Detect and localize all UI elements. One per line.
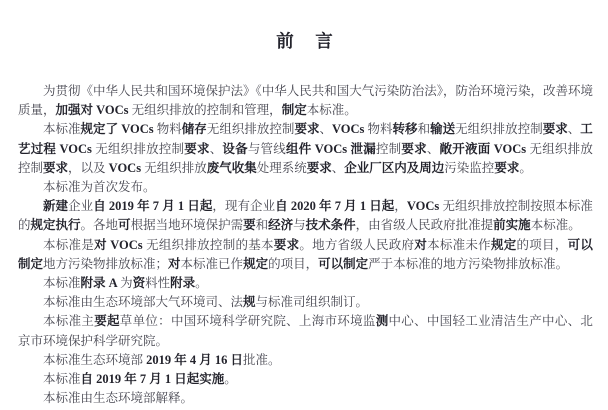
- foreword-paragraph: [18, 178, 593, 197]
- bold-text-segment: 规: [243, 295, 256, 310]
- bold-text-segment: 要求: [494, 160, 520, 175]
- bold-text-segment: 可以制定: [18, 237, 593, 271]
- text-segment: 根据当地环境保护需: [130, 218, 244, 233]
- text-segment: 本标准生态环境部: [43, 352, 147, 367]
- foreword-paragraph: [18, 197, 593, 235]
- text-segment: ，现有企业: [212, 199, 276, 214]
- bold-text-segment: 要求: [184, 141, 210, 156]
- foreword-paragraph: [18, 274, 593, 293]
- text-segment: 严于本标准的地方污染物排放标准。: [368, 256, 569, 271]
- text-segment: 、: [426, 141, 440, 156]
- text-segment: 本标准未作: [427, 237, 491, 252]
- bold-text-segment: 要: [243, 218, 256, 233]
- text-segment: 处理系统: [256, 160, 307, 175]
- text-segment: 与标准司组织制订。: [255, 295, 369, 310]
- text-segment: 本标准: [43, 122, 81, 137]
- bold-text-segment: 输送: [430, 122, 456, 137]
- bold-text-segment: 测: [375, 314, 389, 329]
- bold-text-segment: 要求: [542, 122, 568, 137]
- bold-text-segment: 资: [132, 276, 146, 291]
- text-segment: ，由省级人民政府批准提: [355, 218, 494, 233]
- bold-text-segment: 规定: [243, 256, 269, 271]
- foreword-paragraph: [18, 293, 593, 312]
- text-segment: 本标准: [43, 276, 81, 291]
- bold-text-segment: 规定执行: [30, 218, 81, 233]
- text-segment: 地方污染物排放标准；: [43, 256, 169, 271]
- bold-text-segment: 附录: [170, 276, 196, 291]
- text-segment: ，: [394, 199, 407, 214]
- text-segment: 无组织排放控制: [95, 141, 185, 156]
- bold-text-segment: 加强对 VOCs: [55, 103, 132, 118]
- text-segment: 本标准。: [306, 103, 357, 118]
- bold-text-segment: 要求: [273, 237, 300, 252]
- text-segment: 本标准是: [43, 237, 95, 252]
- bold-text-segment: 企业厂区内及周边: [344, 160, 445, 175]
- foreword-paragraph: [18, 82, 593, 120]
- text-segment: 。地方省级人民政府: [299, 237, 415, 252]
- bold-text-segment: 自 2020 年 7 月 1 日起: [275, 199, 395, 214]
- text-segment: 料性: [145, 276, 171, 291]
- page-title: 前 言: [276, 31, 335, 51]
- text-segment: 无组织排放控制的基本: [146, 237, 274, 252]
- foreword-paragraph: [18, 351, 593, 370]
- bold-text-segment: 前实施: [493, 218, 531, 233]
- bold-text-segment: 转移: [392, 122, 418, 137]
- foreword-paragraph: [18, 236, 593, 274]
- text-segment: 本标准。: [530, 218, 581, 233]
- text-segment: ，以及: [68, 160, 109, 175]
- bold-text-segment: 经济: [268, 218, 294, 233]
- text-segment: 无组织排: [529, 141, 581, 156]
- text-segment: 。各地: [80, 218, 119, 233]
- text-segment: 控制: [375, 141, 402, 156]
- bold-text-segment: 要起: [94, 314, 120, 329]
- text-segment: 本标准由生态环境部解释。: [43, 391, 194, 406]
- bold-text-segment: 附录 A: [80, 276, 121, 291]
- bold-text-segment: 废气收集: [206, 160, 257, 175]
- text-segment: 草单位：中国环境科学研究院、上海市环境监: [119, 314, 376, 329]
- bold-text-segment: VOCs: [331, 122, 368, 137]
- text-segment: 。: [224, 372, 237, 387]
- text-segment: 本标准主: [43, 314, 95, 329]
- foreword-paragraph: [18, 312, 593, 350]
- text-segment: 。: [195, 276, 208, 291]
- text-segment: 的项目，: [516, 237, 568, 252]
- text-segment: 和: [255, 218, 269, 233]
- text-segment: 与管线: [247, 141, 286, 156]
- bold-text-segment: 技术条件: [305, 218, 356, 233]
- bold-text-segment: 可以制定: [318, 256, 369, 271]
- text-segment: 本标准已作: [180, 256, 244, 271]
- bold-text-segment: 敞开液面 VOCs: [439, 141, 530, 156]
- foreword-paragraph: [18, 389, 593, 408]
- bold-text-segment: 2019 年 4 月 16 日: [146, 352, 244, 367]
- text-segment: 批准。: [243, 352, 281, 367]
- foreword-paragraph: [18, 120, 593, 178]
- text-segment: 无组织排放: [144, 160, 207, 175]
- bold-text-segment: 规定: [490, 237, 517, 252]
- foreword-body: [18, 82, 593, 408]
- text-segment: 的项目，: [268, 256, 319, 271]
- bold-text-segment: VOCs: [406, 199, 443, 214]
- bold-text-segment: 要求: [294, 122, 320, 137]
- bold-text-segment: 储存: [181, 122, 207, 137]
- text-segment: 、: [331, 160, 345, 175]
- bold-text-segment: 组件 VOCs 泄漏: [286, 141, 376, 156]
- text-segment: 无组织排放的控制和管理，: [131, 103, 282, 118]
- bold-text-segment: 设备: [222, 141, 248, 156]
- foreword-paragraph: [18, 370, 593, 389]
- text-segment: 为贯彻《中华人民共和国环境保护法》《中华人民共和国大气污染防治法》，防治环境污染，改善环境质量，: [18, 84, 594, 118]
- text-segment: 物料: [367, 122, 393, 137]
- text-segment: 本标准为首次发布。: [43, 180, 156, 195]
- bold-text-segment: 要求: [306, 160, 332, 175]
- text-segment: 。: [519, 160, 532, 175]
- bold-text-segment: 规定了 VOCs: [80, 122, 157, 137]
- bold-text-segment: 自 2019 年 7 月 1 日起实施: [80, 372, 225, 387]
- text-segment: 和: [417, 122, 431, 137]
- text-segment: 物料: [156, 122, 182, 137]
- bold-text-segment: 自 2019 年 7 月 1 日起: [93, 199, 213, 214]
- bold-text-segment: 对: [414, 237, 428, 252]
- text-segment: 无组织排放控制按照本标准的: [18, 199, 593, 233]
- text-segment: 中心、中国轻工业清洁生产中心、北京市环境保护科学研究院。: [18, 314, 593, 348]
- bold-text-segment: VOCs: [108, 160, 145, 175]
- text-segment: 污染监控: [444, 160, 495, 175]
- text-segment: 为: [120, 276, 133, 291]
- text-segment: 、: [567, 122, 581, 137]
- bold-text-segment: 制定: [281, 103, 307, 118]
- bold-text-segment: 要求: [43, 160, 69, 175]
- text-segment: 无组织排放控制: [206, 122, 295, 137]
- text-segment: 与: [293, 218, 306, 233]
- text-segment: 放控制: [18, 141, 593, 175]
- text-segment: 本标准由生态环境部大气环境司、法: [43, 295, 244, 310]
- text-segment: 本标准: [43, 372, 81, 387]
- text-segment: 无组织排放控制: [455, 122, 543, 137]
- text-segment: 、: [319, 122, 332, 137]
- bold-text-segment: 要求: [401, 141, 427, 156]
- bold-text-segment: 对 VOCs: [94, 237, 147, 252]
- text-segment: 、: [209, 141, 223, 156]
- text-segment: 企业: [68, 199, 94, 214]
- bold-text-segment: 新建: [43, 199, 69, 214]
- bold-text-segment: 工艺过程 VOCs: [18, 122, 593, 156]
- bold-text-segment: 对: [168, 256, 181, 271]
- bold-text-segment: 可: [118, 218, 131, 233]
